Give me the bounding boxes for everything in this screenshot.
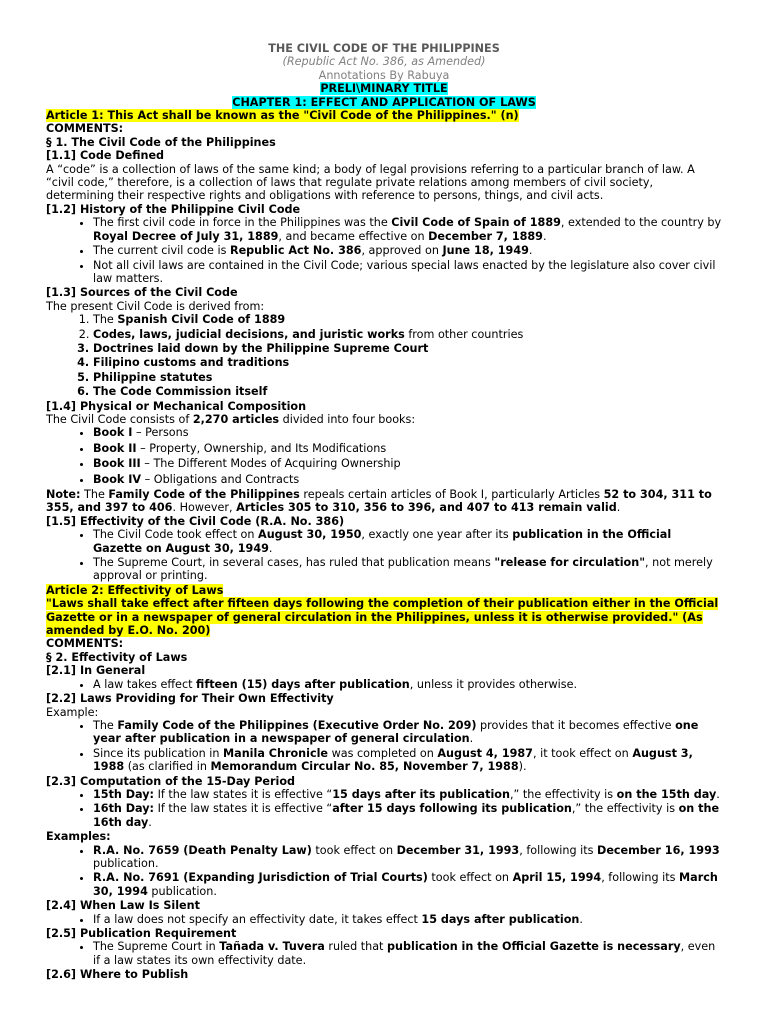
list-item: • The Civil Code took effect on August 30, 1950, exactly one year after its publication in the Official Gazette on August 30, 1949. bbox=[93, 528, 722, 555]
list-item: • R.A. No. 7659 (Death Penalty Law) took effect on December 31, 1993, following its December 16, 1993 publication. bbox=[93, 844, 722, 871]
section-heading: § 1. The Civil Code of the Philippines bbox=[46, 135, 276, 149]
list-item: • R.A. No. 7691 (Expanding Jurisdiction of Trial Courts) took effect on April 15, 1994, following its March 30, 1994 publication. bbox=[93, 871, 722, 898]
subsection-heading: [2.5] Publication Requirement bbox=[46, 927, 237, 940]
comments-label: COMMENTS: bbox=[46, 637, 124, 651]
list-item: • The first civil code in force in the Philippines was the Civil Code of Spain of 1889, extended to the country by Royal Decree of July 31, 1889, and became effective on December 7, 1889. bbox=[93, 216, 722, 243]
preliminary-title: PRELI\MINARY TITLE bbox=[320, 82, 448, 96]
list-item: • The current civil code is Republic Act No. 386, approved on June 18, 1949. bbox=[93, 244, 722, 257]
list-item: 6. The Code Commission itself bbox=[93, 385, 722, 398]
subsection-heading: [2.2] Laws Providing for Their Own Effectivity bbox=[46, 692, 334, 706]
list-item: • 15th Day: If the law states it is effective “15 days after its publication,” the effectivity is on the 15th day. bbox=[93, 788, 722, 801]
list-item: • Since its publication in Manila Chronicle was completed on August 4, 1987, it took effect on August 3, 1988 (as clarified in Memorandum Circular No. 85, November 7, 1988). bbox=[93, 747, 722, 774]
list-item: • Book IV – Obligations and Contracts bbox=[93, 473, 722, 486]
subsection-heading: [2.4] When Law Is Silent bbox=[46, 899, 200, 913]
article-2-heading: Article 2: Effectivity of Laws bbox=[46, 583, 224, 597]
subsection-heading: [2.6] Where to Publish bbox=[46, 968, 189, 982]
list-item: • Not all civil laws are contained in the Civil Code; various special laws enacted by the legislature also cover civil law matters. bbox=[93, 259, 722, 286]
document-subtitle: (Republic Act No. 386, as Amended) bbox=[282, 55, 486, 69]
list-item: • The Supreme Court in Tañada v. Tuvera ruled that publication in the Official Gazette is necessary, even if a law states its own effectivity date. bbox=[93, 940, 722, 967]
list-item: • Book II – Property, Ownership, and Its Modifications bbox=[93, 442, 722, 455]
document-title: THE CIVIL CODE OF THE PHILIPPINES bbox=[268, 42, 500, 55]
list-item: • Book I – Persons bbox=[93, 426, 722, 439]
paragraph: The present Civil Code is derived from: bbox=[46, 299, 265, 313]
list-item: • Book III – The Different Modes of Acquiring Ownership bbox=[93, 457, 722, 470]
comments-label: COMMENTS: bbox=[46, 122, 124, 136]
subsection-heading: [1.2] History of the Philippine Civil Code bbox=[46, 202, 301, 216]
section-heading: § 2. Effectivity of Laws bbox=[46, 650, 188, 664]
examples-label: Examples: bbox=[46, 830, 111, 844]
note-paragraph: Note: The Family Code of the Philippines repeals certain articles of Book I, particularly Articles 52 to 304, 311 to 355, and 397 to 406. However, Articles 305 to 310, 356 to 396, and 407 to 413 remain valid. bbox=[46, 488, 712, 515]
paragraph: A “code” is a collection of laws of the same kind; a body of legal provisions referring to a particular branch of law. A “civil code,” therefore, is a collection of laws that regulate private relations among members of civil society, determining their respective rights and obligations with reference to persons, things, and civil acts. bbox=[46, 162, 695, 203]
list-item: 2. Codes, laws, judicial decisions, and juristic works from other countries bbox=[93, 328, 722, 341]
list-item: 3. Doctrines laid down by the Philippine Supreme Court bbox=[93, 342, 722, 355]
subsection-heading: [1.1] Code Defined bbox=[46, 149, 165, 163]
list-item: • The Family Code of the Philippines (Executive Order No. 209) provides that it becomes effective one year after publication in a newspaper of general circulation. bbox=[93, 719, 722, 746]
article-2-quote: "Laws shall take effect after fifteen days following the completion of their publication either in the Official Gazette or in a newspaper of general circulation in the Philippines, unless it is otherwise provided." (As amended by E.O. No. 200) bbox=[46, 597, 719, 638]
subsection-heading: [1.4] Physical or Mechanical Composition bbox=[46, 399, 307, 413]
paragraph: The Civil Code consists of 2,270 articles divided into four books: bbox=[46, 412, 416, 426]
list-item: • If a law does not specify an effectivity date, it takes effect 15 days after publication. bbox=[93, 913, 722, 926]
subsection-heading: [2.3] Computation of the 15-Day Period bbox=[46, 774, 296, 788]
subsection-heading: [1.5] Effectivity of the Civil Code (R.A. No. 386) bbox=[46, 514, 345, 528]
list-item: • A law takes effect fifteen (15) days after publication, unless it provides otherwise. bbox=[93, 678, 722, 691]
subsection-heading: [2.1] In General bbox=[46, 664, 146, 678]
chapter-heading: CHAPTER 1: EFFECT AND APPLICATION OF LAWS bbox=[232, 95, 536, 109]
list-item: • 16th Day: If the law states it is effective “after 15 days following its publication,” the effectivity is on the 16th day. bbox=[93, 802, 722, 829]
annotations-line: Annotations By Rabuya bbox=[318, 68, 450, 82]
list-item: 4. Filipino customs and traditions bbox=[93, 356, 722, 369]
subsection-heading: [1.3] Sources of the Civil Code bbox=[46, 286, 238, 300]
paragraph: Example: bbox=[46, 705, 99, 719]
list-item: 5. Philippine statutes bbox=[93, 371, 722, 384]
article-1-heading: Article 1: This Act shall be known as the "Civil Code of the Philippines." (n) bbox=[46, 109, 519, 123]
list-item: • The Supreme Court, in several cases, has ruled that publication means "release for circulation", not merely approval or printing. bbox=[93, 556, 722, 583]
list-item: 1. The Spanish Civil Code of 1889 bbox=[93, 313, 722, 326]
